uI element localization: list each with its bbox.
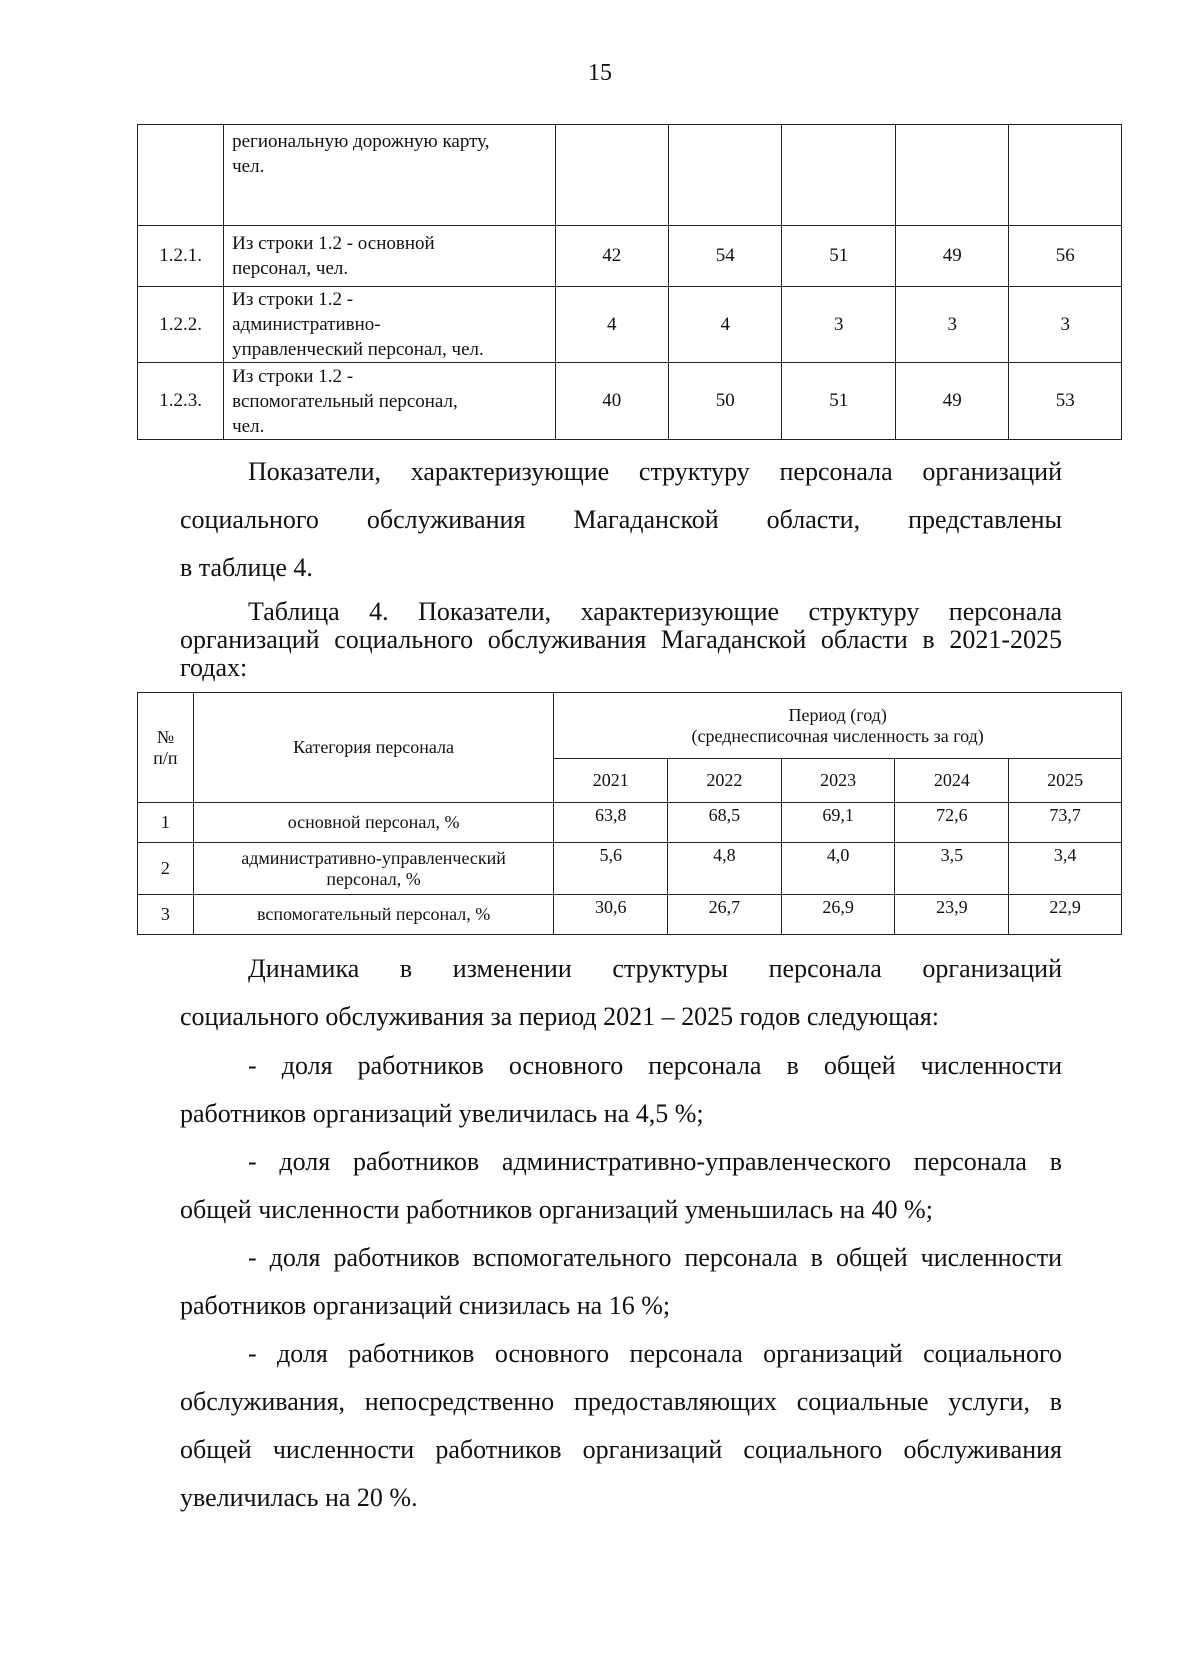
table-row — [138, 803, 1122, 843]
intro-paragraph — [180, 448, 1062, 592]
dynamics-paragraph — [180, 945, 1062, 1041]
caption-line: организаций социального обслуживания Магаданской области в 2021-2025 — [180, 625, 1062, 654]
row-label — [224, 226, 555, 287]
label-line: чел. — [232, 156, 265, 177]
header-text: п/п — [153, 747, 178, 768]
text-line: - доля работников основного персонала организаций социального — [248, 1339, 1062, 1368]
table-cell: 72,6 — [895, 803, 1009, 843]
table-row — [138, 125, 1122, 226]
row-number: 3 — [138, 895, 194, 935]
row-number: 2 — [138, 843, 194, 895]
year-header: 2024 — [895, 759, 1009, 803]
category-line: персонал, % — [326, 868, 421, 889]
label-line: вспомогательный персонал, — [232, 390, 458, 412]
list-item — [180, 1234, 1062, 1330]
row-number: 1 — [138, 803, 194, 843]
year-header: 2022 — [668, 759, 782, 803]
year-header: 2023 — [781, 759, 895, 803]
table-cell: 22,9 — [1009, 895, 1122, 935]
row-number — [138, 125, 224, 226]
text-line: - доля работников основного персонала в общей численности — [248, 1051, 1062, 1080]
page-number: 15 — [588, 60, 612, 86]
staff-structure-table — [137, 692, 1122, 935]
table-row — [138, 843, 1122, 895]
text-line: работников организаций снизилась на 16 %; — [180, 1291, 671, 1320]
table-cell: 30,6 — [554, 895, 668, 935]
label-line: региональную дорожную карту, — [232, 131, 490, 152]
table-cell: 68,5 — [668, 803, 782, 843]
header-number — [138, 693, 194, 803]
table-cell: 26,9 — [781, 895, 895, 935]
table-cell: 23,9 — [895, 895, 1009, 935]
table-cell: 3 — [782, 287, 895, 363]
table-cell: 3 — [1009, 287, 1122, 363]
label-line: Из строки 1.2 - основной — [232, 233, 435, 254]
table-cell: 4 — [555, 287, 668, 363]
row-category — [193, 895, 553, 935]
table-cell — [895, 125, 1008, 226]
text-line: общей численности работников организаций уменьшилась на 40 %; — [180, 1195, 933, 1224]
text-line: социального обслуживания за период 2021 – 2025 годов следующая: — [180, 1002, 939, 1031]
year-header: 2025 — [1009, 759, 1122, 803]
text-line: в таблице 4. — [180, 553, 313, 582]
header-category: Категория персонала — [193, 693, 553, 803]
table-cell: 42 — [555, 226, 668, 287]
header-text: (среднесписочная численность за год) — [691, 725, 984, 746]
caption-line: годах: — [180, 653, 248, 682]
table-cell — [1009, 125, 1122, 226]
category-line: административно-управленческий — [241, 847, 506, 868]
text-line: - доля работников вспомогательного персонала в общей численности — [248, 1243, 1062, 1272]
table-cell: 3 — [895, 287, 1008, 363]
table-cell — [782, 125, 895, 226]
header-text: № — [156, 726, 175, 747]
table-cell — [555, 125, 668, 226]
text-line: работников организаций увеличилась на 4,5 %; — [180, 1099, 704, 1128]
label-line: административно- — [232, 314, 381, 335]
table-cell: 4,0 — [781, 843, 895, 895]
table-cell: 3,5 — [895, 843, 1009, 895]
table-cell: 51 — [782, 226, 895, 287]
table-cell: 26,7 — [668, 895, 782, 935]
header-row — [138, 693, 1122, 759]
row-category — [193, 843, 553, 895]
year-header: 2021 — [554, 759, 668, 803]
category-line: основной персонал, % — [287, 812, 460, 832]
table-cell: 5,6 — [554, 843, 668, 895]
table-cell: 49 — [895, 226, 1008, 287]
header-text: Период (год) — [788, 704, 887, 725]
table-cell: 54 — [668, 226, 781, 287]
table-cell: 50 — [668, 363, 781, 440]
label-line: управленческий персонал, чел. — [232, 339, 484, 360]
table-cell: 56 — [1009, 226, 1122, 287]
caption-line: Таблица 4. Показатели, характеризующие структуру персонала — [248, 597, 1062, 626]
row-label — [224, 125, 555, 226]
label-line: Из строки 1.2 - — [232, 289, 354, 310]
label-line: чел. — [232, 415, 265, 437]
table-row — [138, 895, 1122, 935]
table-cell: 69,1 — [781, 803, 895, 843]
text-line: социального обслуживания Магаданской области, представлены — [180, 505, 1062, 534]
category-line: вспомогательный персонал, % — [256, 904, 491, 924]
text-line: Показатели, характеризующие структуру персонала организаций — [248, 457, 1062, 486]
table-cell: 3,4 — [1009, 843, 1122, 895]
label-line: персонал, чел. — [232, 258, 349, 279]
label-line: Из строки 1.2 - — [232, 365, 354, 387]
table-cell — [668, 125, 781, 226]
row-number: 1.2.2. — [138, 287, 224, 363]
row-number: 1.2.1. — [138, 226, 224, 287]
table-cell: 63,8 — [554, 803, 668, 843]
table-cell: 40 — [555, 363, 668, 440]
table-cell: 49 — [895, 363, 1008, 440]
row-number: 1.2.3. — [138, 363, 224, 440]
list-item — [180, 1138, 1062, 1234]
table-cell: 4,8 — [668, 843, 782, 895]
table-row — [138, 226, 1122, 287]
row-label — [224, 363, 555, 440]
list-item — [180, 1042, 1062, 1138]
text-line: обслуживания, непосредственно предоставляющих социальные услуги, в — [180, 1387, 1062, 1416]
row-label — [224, 287, 555, 363]
continuation-table — [137, 124, 1122, 440]
table-cell: 73,7 — [1009, 803, 1122, 843]
table-cell: 53 — [1009, 363, 1122, 440]
list-item — [180, 1330, 1062, 1522]
text-line: - доля работников административно-управленческого персонала в — [248, 1147, 1062, 1176]
table-row — [138, 287, 1122, 363]
header-period — [554, 693, 1122, 759]
row-category — [193, 803, 553, 843]
text-line: общей численности работников организаций социального обслуживания — [180, 1435, 1062, 1464]
table-cell: 4 — [668, 287, 781, 363]
table-caption — [180, 598, 1062, 682]
table-row — [138, 363, 1122, 440]
text-line: увеличилась на 20 %. — [180, 1483, 418, 1512]
text-line: Динамика в изменении структуры персонала организаций — [248, 954, 1062, 983]
table-cell: 51 — [782, 363, 895, 440]
